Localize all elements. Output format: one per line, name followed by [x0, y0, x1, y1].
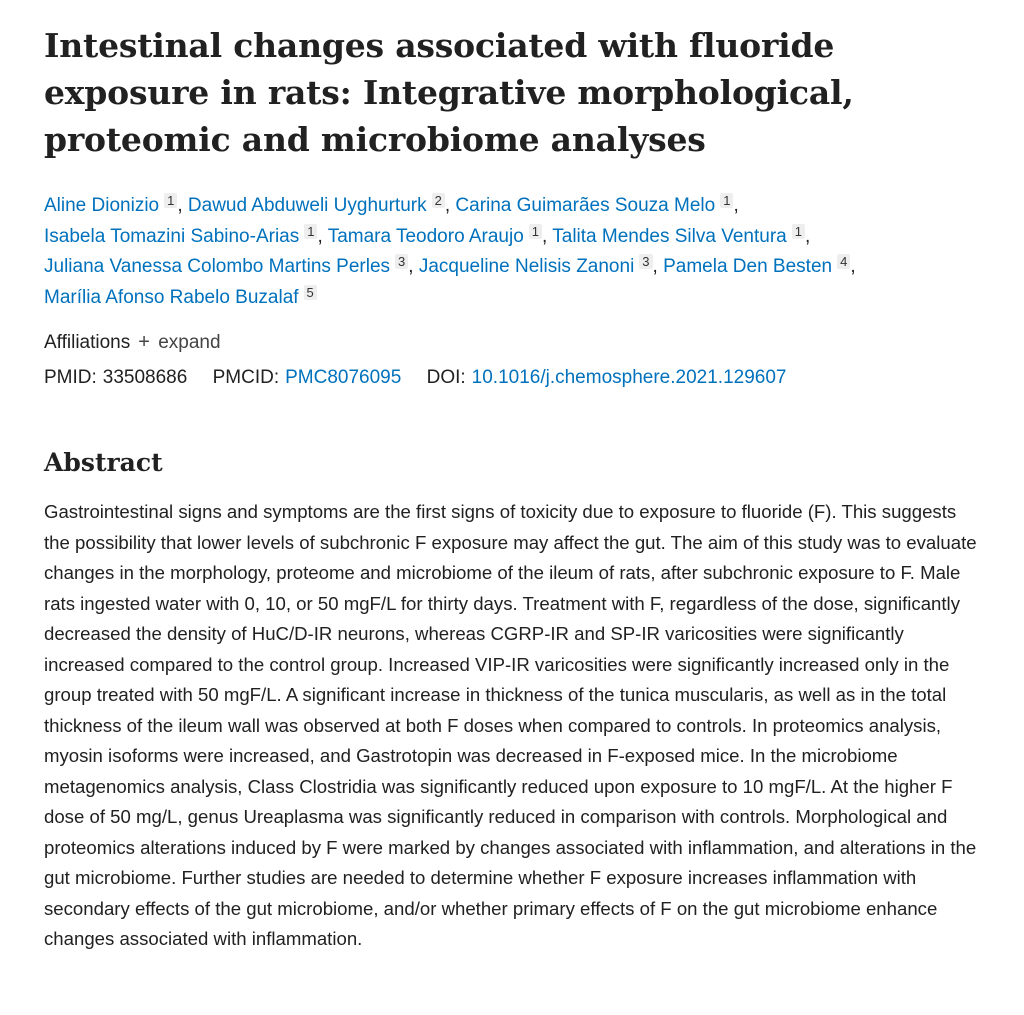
pmcid-label: PMCID:	[212, 367, 280, 388]
identifiers-row	[44, 366, 984, 390]
affiliations-row	[44, 330, 984, 355]
author-link[interactable]: Juliana Vanessa Colombo Martins Perles	[44, 256, 391, 277]
affiliation-ref[interactable]: 4	[837, 254, 850, 269]
affiliation-ref[interactable]: 1	[792, 224, 805, 239]
affiliation-ref[interactable]: 3	[639, 254, 652, 269]
article-content	[44, 22, 984, 973]
abstract-heading: Abstract	[44, 448, 163, 477]
affiliation-ref[interactable]: 2	[432, 193, 445, 208]
author-link[interactable]: Pamela Den Besten	[663, 256, 833, 277]
pmcid-group	[213, 367, 402, 388]
expand-affiliations-button[interactable]	[138, 332, 220, 353]
author-link[interactable]: Carina Guimarães Souza Melo	[455, 195, 716, 216]
doi-group	[427, 367, 787, 388]
abstract-text: Gastrointestinal signs and symptoms are the first signs of toxicity due to exposure to fluoride (F). This suggests the possibility that lower levels of subchronic F exposure may affect the gut. The aim of this study was to evaluate changes in the morphology, proteome and microbiome of the ileum of rats, after subchronic exposure to F. Male rats ingested water with 0, 10, or 50 mgF/L for thirty days. Treatment with F, regardless of the dose, significantly decreased the density of HuC/D-IR neurons, whereas CGRP-IR and SP-IR varicosities were significantly increased compared to the control group. Increased VIP-IR varicosities were significantly increased only in the group treated with 50 mgF/L. A significant increase in thickness of the tunica muscularis, as well as in the total thickness of the ileum wall was observed at both F doses when compared to controls. In proteomics analysis, myosin isoforms were increased, and Gastrotopin was decreased in F-exposed mice. In the microbiome metagenomics analysis, Class Clostridia was significantly reduced upon exposure to 10 mgF/L. At the higher F dose of 50 mg/L, genus Ureaplasma was significantly reduced in comparison with controls. Morphological and proteomics alterations induced by F were marked by changes associated with inflammation, and alterations in the gut microbiome. Further studies are needed to determine whether F exposure increases inflammation with secondary effects of the gut microbiome, and/or whether primary effects of F on the gut microbiome enhance changes associated with inflammation.	[44, 501, 977, 949]
pmid-value: 33508686	[102, 367, 188, 388]
author-link[interactable]: Jacqueline Nelisis Zanoni	[418, 256, 635, 277]
pmcid-link[interactable]: PMC8076095	[285, 367, 402, 388]
plus-icon: +	[138, 331, 150, 353]
author-link[interactable]: Talita Mendes Silva Ventura	[552, 225, 787, 247]
affiliation-ref[interactable]: 1	[164, 193, 177, 208]
article-title: Intestinal changes associated with fluoride exposure in rats: Integrative morphological, proteomic and microbiome analyses	[44, 26, 854, 159]
affiliation-ref[interactable]: 1	[304, 224, 317, 239]
author-link[interactable]: Aline Dionizio	[44, 195, 160, 216]
affiliation-ref[interactable]: 5	[304, 285, 317, 300]
author-link[interactable]: Marília Afonso Rabelo Buzalaf	[44, 286, 299, 308]
pmid-label: PMID:	[44, 367, 97, 388]
author-link[interactable]: Isabela Tomazini Sabino-Arias	[44, 225, 300, 247]
affiliation-ref[interactable]: 3	[395, 254, 408, 269]
author-list: Aline Dionizio 1 , Dawud Abduweli Uyghurturk 2 , Carina Guimarães Souza Melo 1 , Isabela Tomazini Sabino-Arias 1 , Tamara Teodoro Araujo 1 , Talita Mendes Silva Ventura 1 , Juliana Vanessa Colombo Martins Perles 3 , Jacqueline Nelisis Zanoni 3 , Pamela Den Besten 4 , Marília Afonso Rabelo Buzalaf 5	[44, 193, 856, 308]
doi-label: DOI:	[426, 367, 466, 388]
affiliations-label: Affiliations	[44, 332, 131, 353]
pmid-group	[44, 367, 187, 388]
affiliation-ref[interactable]: 1	[720, 193, 733, 208]
doi-link[interactable]: 10.1016/j.chemosphere.2021.129607	[471, 367, 787, 388]
author-link[interactable]: Dawud Abduweli Uyghurturk	[187, 195, 427, 216]
affiliation-ref[interactable]: 1	[529, 224, 542, 239]
author-link[interactable]: Tamara Teodoro Araujo	[327, 225, 524, 247]
expand-label: expand	[158, 332, 221, 353]
